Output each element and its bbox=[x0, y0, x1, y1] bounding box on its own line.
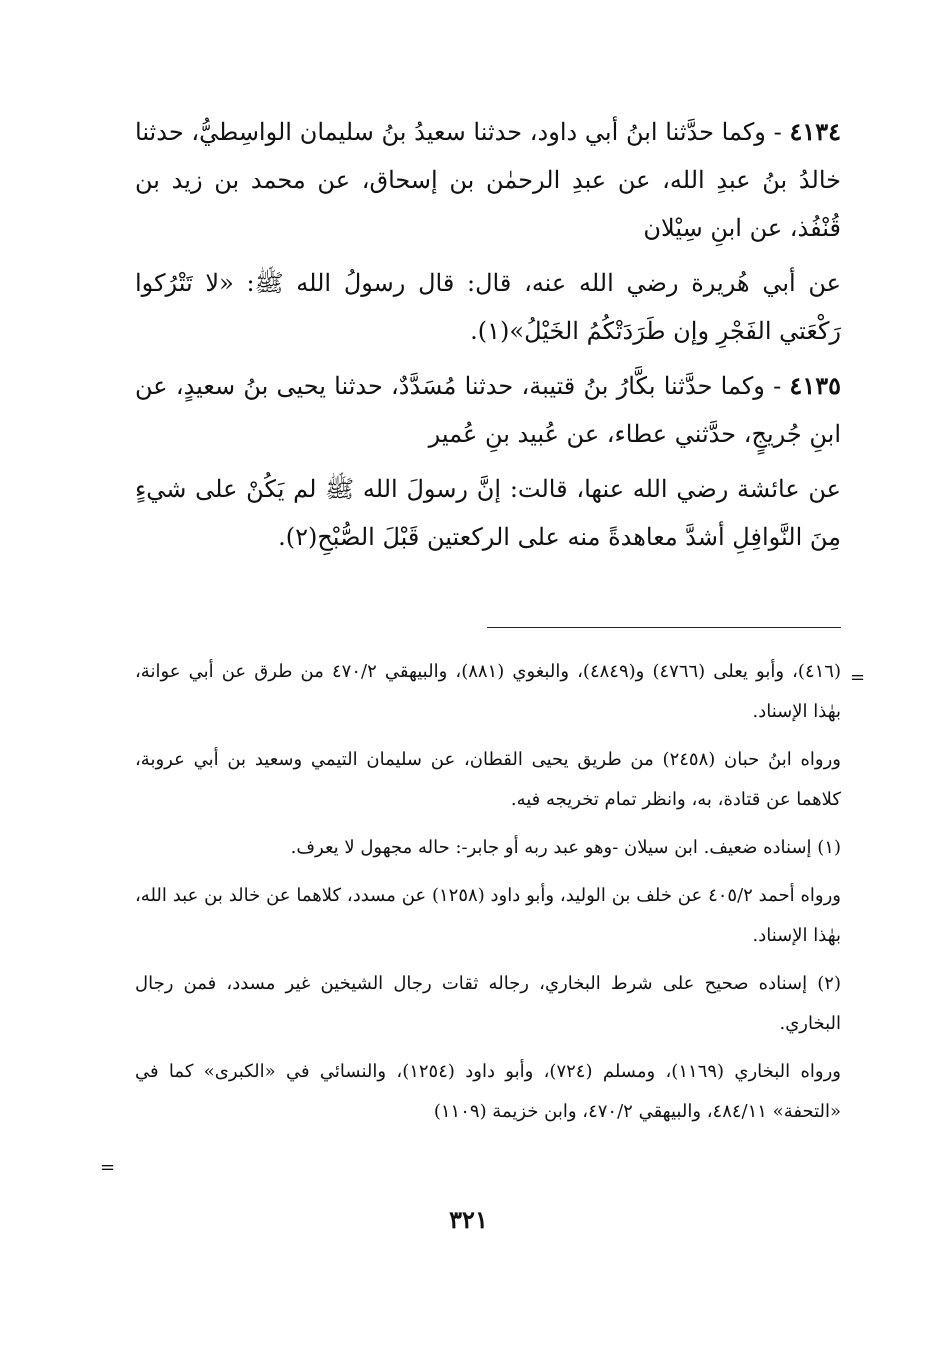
footnote-paragraph: (٤١٦)، وأبو يعلى (٤٧٦٦) و(٤٨٤٩)، والبغوي (٨٨١)، والبيهقي ٤٧٠/٢ من طرق عن أبي عوانة، بهٰذا الإسناد. bbox=[135, 661, 841, 722]
main-text bbox=[135, 108, 841, 568]
page-number: ٣٢١ bbox=[449, 1205, 488, 1234]
footnote-paragraph: ورواه البخاري (١١٦٩)، ومسلم (٧٢٤)، وأبو داود (١٢٥٤)، والنسائي في «الكبرى» كما في «التحفة» ٤٨٤/١١، والبيهقي ٤٧٠/٢، وابن خزيمة (١١٠٩) bbox=[135, 1061, 841, 1122]
isnad-text: - وكما حدَّثنا بكَّارُ بنُ قتيبة، حدثنا مُسَدَّدٌ، حدثنا يحيى بنُ سعيدٍ، عن ابنِ جُريجٍ، حدَّثني عطاء، عن عُبيد بنِ عُمير bbox=[135, 372, 841, 448]
hadith-4135-isnad bbox=[135, 362, 841, 458]
footnote-paragraph: ورواه ابنُ حبان (٢٤٥٨) من طريق يحيى القطان، عن سليمان التيمي وسعيد بن أبي عروبة، كلاهما عن قتادة، به، وانظر تمام تخريجه فيه. bbox=[135, 749, 842, 810]
hadith-4134-isnad bbox=[135, 108, 841, 252]
continuation-marker-bottom: = bbox=[100, 1157, 116, 1178]
footnote-separator bbox=[487, 627, 841, 628]
hadith-4135-matn: عن عائشة رضي الله عنها، قالت: إنَّ رسولَ الله ﷺ لم يَكُنْ على شيءٍ مِنَ النَّوافِلِ أشدَّ معاهدةً منه على الركعتين قَبْلَ الصُّبْحِ(٢). bbox=[135, 475, 841, 551]
hadith-number: ٤١٣٤ bbox=[789, 117, 841, 146]
continuation-marker-top: = bbox=[850, 667, 866, 688]
footnote-paragraph: ورواه أحمد ٤٠٥/٢ عن خلف بن الوليد، وأبو داود (١٢٥٨) عن مسدد، كلاهما عن خالد بن عبد الله، بهٰذا الإسناد. bbox=[135, 885, 841, 946]
footnotes bbox=[135, 652, 841, 1140]
hadith-4134-matn: عن أبي هُريرة رضي الله عنه، قال: قال رسولُ الله ﷺ: «لا تَتْرُكوا رَكْعَتي الفَجْرِ وإن طَرَدَتْكُمُ الخَيْلُ»(١). bbox=[135, 269, 841, 345]
isnad-text: - وكما حدَّثنا ابنُ أبي داود، حدثنا سعيدُ بنُ سليمان الواسِطيُّ، حدثنا خالدُ بنُ عبدِ الله، عن عبدِ الرحمٰن بن إسحاق، عن محمد بن زيد بن قُنْفُذ، عن ابنِ سِيْلان bbox=[135, 118, 841, 242]
footnote-2: (٢) إسناده صحيح على شرط البخاري، رجاله ثقات رجال الشيخين غير مسدد، فمن رجال البخاري. bbox=[135, 973, 841, 1034]
footnote-1: (١) إسناده ضعيف. ابن سيلان -وهو عبد ربه أو جابر-: حاله مجهول لا يعرف. bbox=[290, 837, 841, 858]
hadith-number: ٤١٣٥ bbox=[789, 371, 841, 400]
